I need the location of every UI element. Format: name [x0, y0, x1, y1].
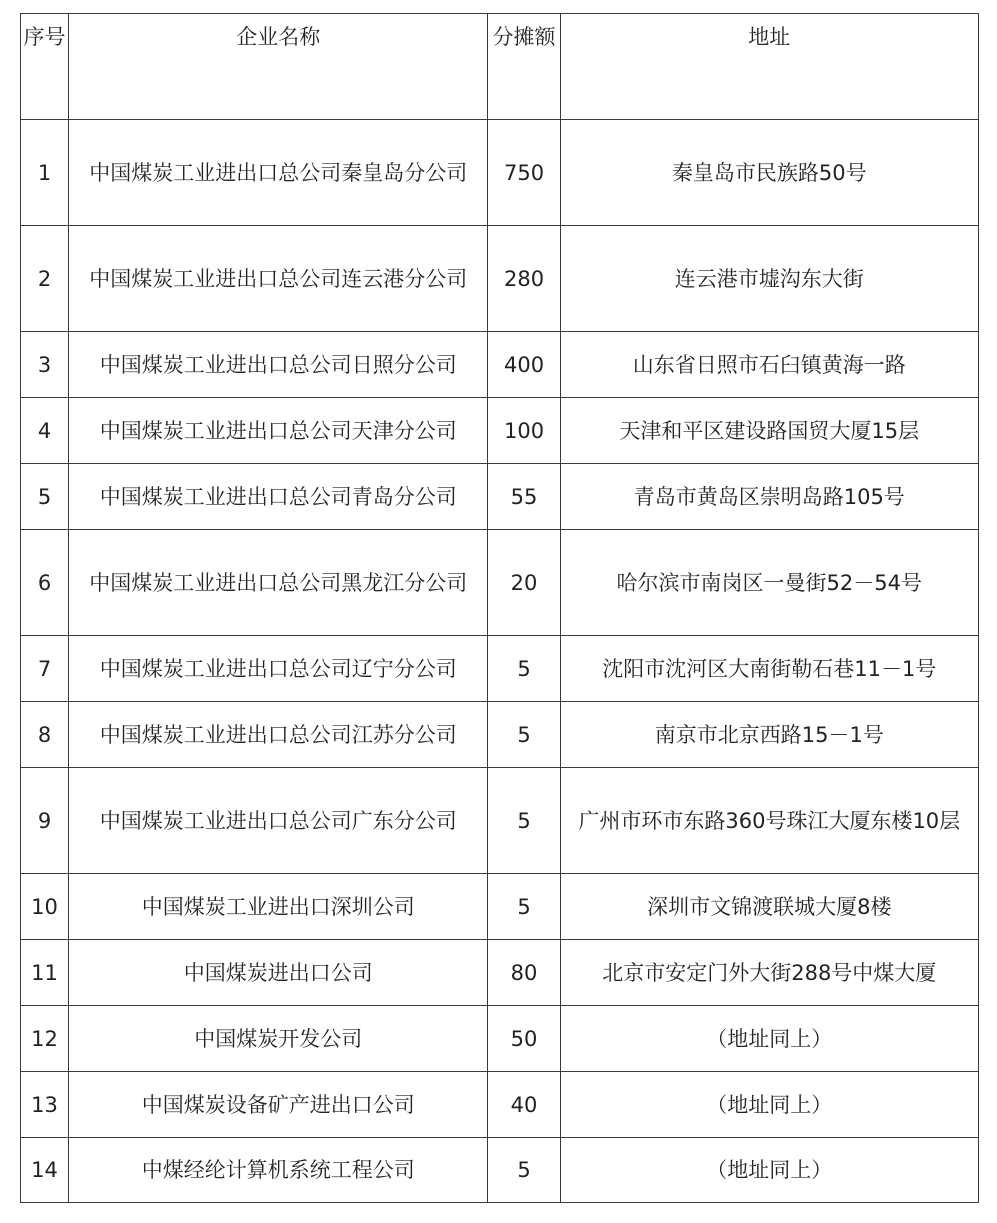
- cell-address: 秦皇岛市民族路50号: [560, 120, 978, 226]
- cell-name: 中国煤炭工业进出口深圳公司: [69, 874, 488, 940]
- cell-seq: 7: [21, 636, 69, 702]
- cell-share: 5: [488, 1138, 560, 1203]
- cell-address: 广州市环市东路360号珠江大厦东楼10层: [560, 768, 978, 874]
- cell-address: 山东省日照市石臼镇黄海一路: [560, 332, 978, 398]
- header-row: [21, 14, 979, 120]
- cell-share: 5: [488, 874, 560, 940]
- allocation-table: [20, 13, 979, 1203]
- cell-seq: 1: [21, 120, 69, 226]
- cell-name: 中国煤炭工业进出口总公司江苏分公司: [69, 702, 488, 768]
- cell-name: 中国煤炭开发公司: [69, 1006, 488, 1072]
- cell-share: 80: [488, 940, 560, 1006]
- header-name: 企业名称: [69, 14, 488, 120]
- cell-share: 5: [488, 768, 560, 874]
- table-row: [21, 768, 979, 874]
- cell-seq: 2: [21, 226, 69, 332]
- cell-address: 南京市北京西路15－1号: [560, 702, 978, 768]
- cell-seq: 11: [21, 940, 69, 1006]
- header-seq: 序号: [21, 14, 69, 120]
- cell-name: 中国煤炭工业进出口总公司连云港分公司: [69, 226, 488, 332]
- table-row: [21, 1072, 979, 1138]
- cell-address: 哈尔滨市南岗区一曼街52－54号: [560, 530, 978, 636]
- cell-name: 中国煤炭工业进出口总公司广东分公司: [69, 768, 488, 874]
- cell-share: 5: [488, 702, 560, 768]
- table-row: [21, 1138, 979, 1203]
- cell-seq: 3: [21, 332, 69, 398]
- cell-seq: 9: [21, 768, 69, 874]
- cell-address: 北京市安定门外大街288号中煤大厦: [560, 940, 978, 1006]
- cell-seq: 8: [21, 702, 69, 768]
- cell-share: 100: [488, 398, 560, 464]
- cell-seq: 14: [21, 1138, 69, 1203]
- cell-address: 青岛市黄岛区崇明岛路105号: [560, 464, 978, 530]
- table-row: [21, 398, 979, 464]
- table-row: [21, 874, 979, 940]
- cell-share: 40: [488, 1072, 560, 1138]
- cell-share: 20: [488, 530, 560, 636]
- cell-name: 中煤经纶计算机系统工程公司: [69, 1138, 488, 1203]
- cell-address: （地址同上）: [560, 1006, 978, 1072]
- cell-name: 中国煤炭工业进出口总公司日照分公司: [69, 332, 488, 398]
- cell-address: （地址同上）: [560, 1072, 978, 1138]
- table-row: [21, 1006, 979, 1072]
- cell-seq: 13: [21, 1072, 69, 1138]
- table-row: [21, 636, 979, 702]
- cell-seq: 4: [21, 398, 69, 464]
- cell-address: 沈阳市沈河区大南街勒石巷11－1号: [560, 636, 978, 702]
- cell-name: 中国煤炭进出口公司: [69, 940, 488, 1006]
- cell-seq: 5: [21, 464, 69, 530]
- cell-seq: 6: [21, 530, 69, 636]
- cell-share: 50: [488, 1006, 560, 1072]
- table-row: [21, 226, 979, 332]
- cell-address: 深圳市文锦渡联城大厦8楼: [560, 874, 978, 940]
- cell-share: 280: [488, 226, 560, 332]
- cell-name: 中国煤炭工业进出口总公司辽宁分公司: [69, 636, 488, 702]
- cell-seq: 10: [21, 874, 69, 940]
- cell-name: 中国煤炭工业进出口总公司秦皇岛分公司: [69, 120, 488, 226]
- table-row: [21, 332, 979, 398]
- cell-name: 中国煤炭工业进出口总公司青岛分公司: [69, 464, 488, 530]
- header-share: 分摊额: [488, 14, 560, 120]
- table-row: [21, 120, 979, 226]
- table-row: [21, 702, 979, 768]
- cell-name: 中国煤炭工业进出口总公司天津分公司: [69, 398, 488, 464]
- cell-share: 5: [488, 636, 560, 702]
- cell-seq: 12: [21, 1006, 69, 1072]
- cell-share: 400: [488, 332, 560, 398]
- cell-share: 55: [488, 464, 560, 530]
- cell-name: 中国煤炭设备矿产进出口公司: [69, 1072, 488, 1138]
- cell-address: 天津和平区建设路国贸大厦15层: [560, 398, 978, 464]
- table-row: [21, 940, 979, 1006]
- header-address: 地址: [560, 14, 978, 120]
- cell-address: 连云港市墟沟东大街: [560, 226, 978, 332]
- cell-address: （地址同上）: [560, 1138, 978, 1203]
- table-row: [21, 464, 979, 530]
- cell-name: 中国煤炭工业进出口总公司黑龙江分公司: [69, 530, 488, 636]
- cell-share: 750: [488, 120, 560, 226]
- table-row: [21, 530, 979, 636]
